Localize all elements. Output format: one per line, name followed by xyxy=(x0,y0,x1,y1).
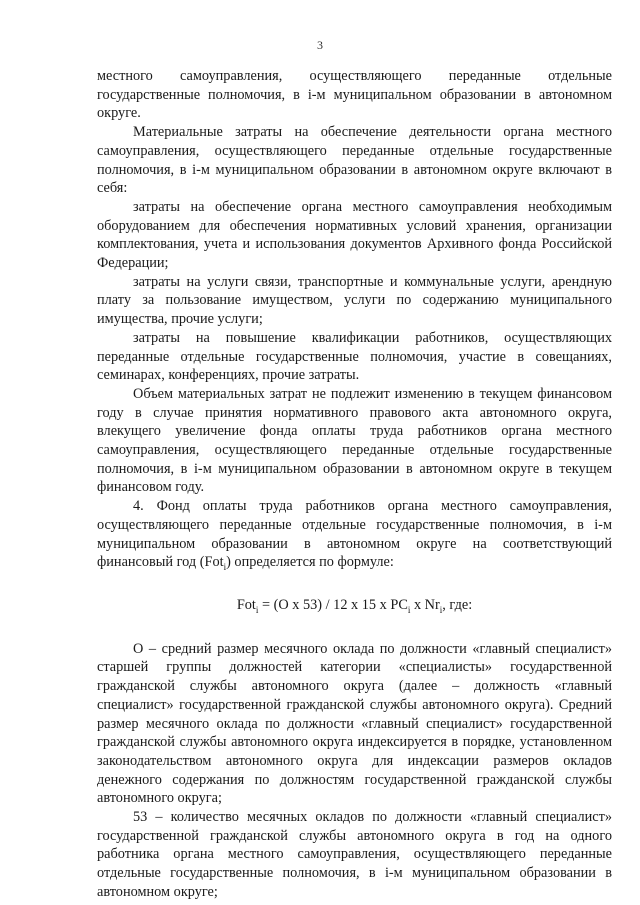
paragraph-continuation: местного самоуправления, осуществляющего переданные отдельные государственные полномочия, в i-м муниципальном образовании в автономном округе. xyxy=(97,68,612,122)
payroll-text-after: ) определяется по формуле: xyxy=(226,554,394,571)
formula-sub-3: i xyxy=(439,604,443,615)
formula-part-3: x Nr xyxy=(410,596,440,613)
formula-sub-1: i xyxy=(255,604,259,615)
payroll-formula xyxy=(97,596,612,615)
payroll-subscript: i xyxy=(223,562,227,573)
formula-part-4: , где: xyxy=(442,596,473,613)
paragraph-payroll-fund xyxy=(97,497,612,572)
definition-o: О – средний размер месячного оклада по должности «главный специалист» старшей группы должностей категории «специалисты» государственной гражданской службы автономного округа (далее – должность «главный специалист» государственной гражданской службы автономного округа). Средний размер месячного оклада по должности «главный специалист» государственной гражданской службы автономного округа индексируется в порядке, установленном законодательством автономного округа для индексации размеров окладов денежного содержания по должностям государственной гражданской службы автономного округа; xyxy=(97,640,612,807)
formula-part-2: = (O x 53) / 12 x 15 x PC xyxy=(258,596,408,613)
formula-sub-2: i xyxy=(407,604,411,615)
page-number: 3 xyxy=(317,38,323,52)
payroll-text-before: 4. Фонд оплаты труда работников органа местного самоуправления, осуществляющего переданные отдельные государственные полномочия, в i-м муниципальном образовании в автономном округе на соответствующий финансовый год (Fot xyxy=(97,498,612,571)
formula-part-1: Fot xyxy=(236,596,256,613)
document-body xyxy=(97,67,612,902)
definition-53: 53 – количество месячных окладов по должности «главный специалист» государственной гражданской службы автономного округа в год на одного работника органа местного самоуправления, осуществляющего переданные отдельные государственные полномочия, в i-м муниципальном образовании в автономном округе; xyxy=(97,809,612,900)
paragraph-volume-unchanged: Объем материальных затрат не подлежит изменению в текущем финансовом году в случае принятия нормативного правового акта автономного округа, влекущего увеличение фонда оплаты труда работников органа местного самоуправления, осуществляющего переданные отдельные государственные полномочия, в i-м муниципальном образовании в автономном округе в текущем финансовом году. xyxy=(97,385,612,496)
paragraph-equipment-costs: затраты на обеспечение органа местного самоуправления необходимым оборудованием для обеспечения нормативных условий хранения, организации комплектования, учета и использования документов Архивного фонда Российской Федерации; xyxy=(97,198,612,272)
paragraph-services-costs: затраты на услуги связи, транспортные и коммунальные услуги, арендную плату за пользование имуществом, услуги по содержанию муниципального имущества, прочие услуги; xyxy=(97,273,612,328)
paragraph-training-costs: затраты на повышение квалификации работников, осуществляющих переданные отдельные государственные полномочия, участие в совещаниях, семинарах, конференциях, прочие затраты. xyxy=(97,329,612,384)
paragraph-material-costs: Материальные затраты на обеспечение деятельности органа местного самоуправления, осуществляющего переданные отдельные государственные полномочия, в i-м муниципальном образовании в автономном округе включают в себя: xyxy=(97,124,612,197)
